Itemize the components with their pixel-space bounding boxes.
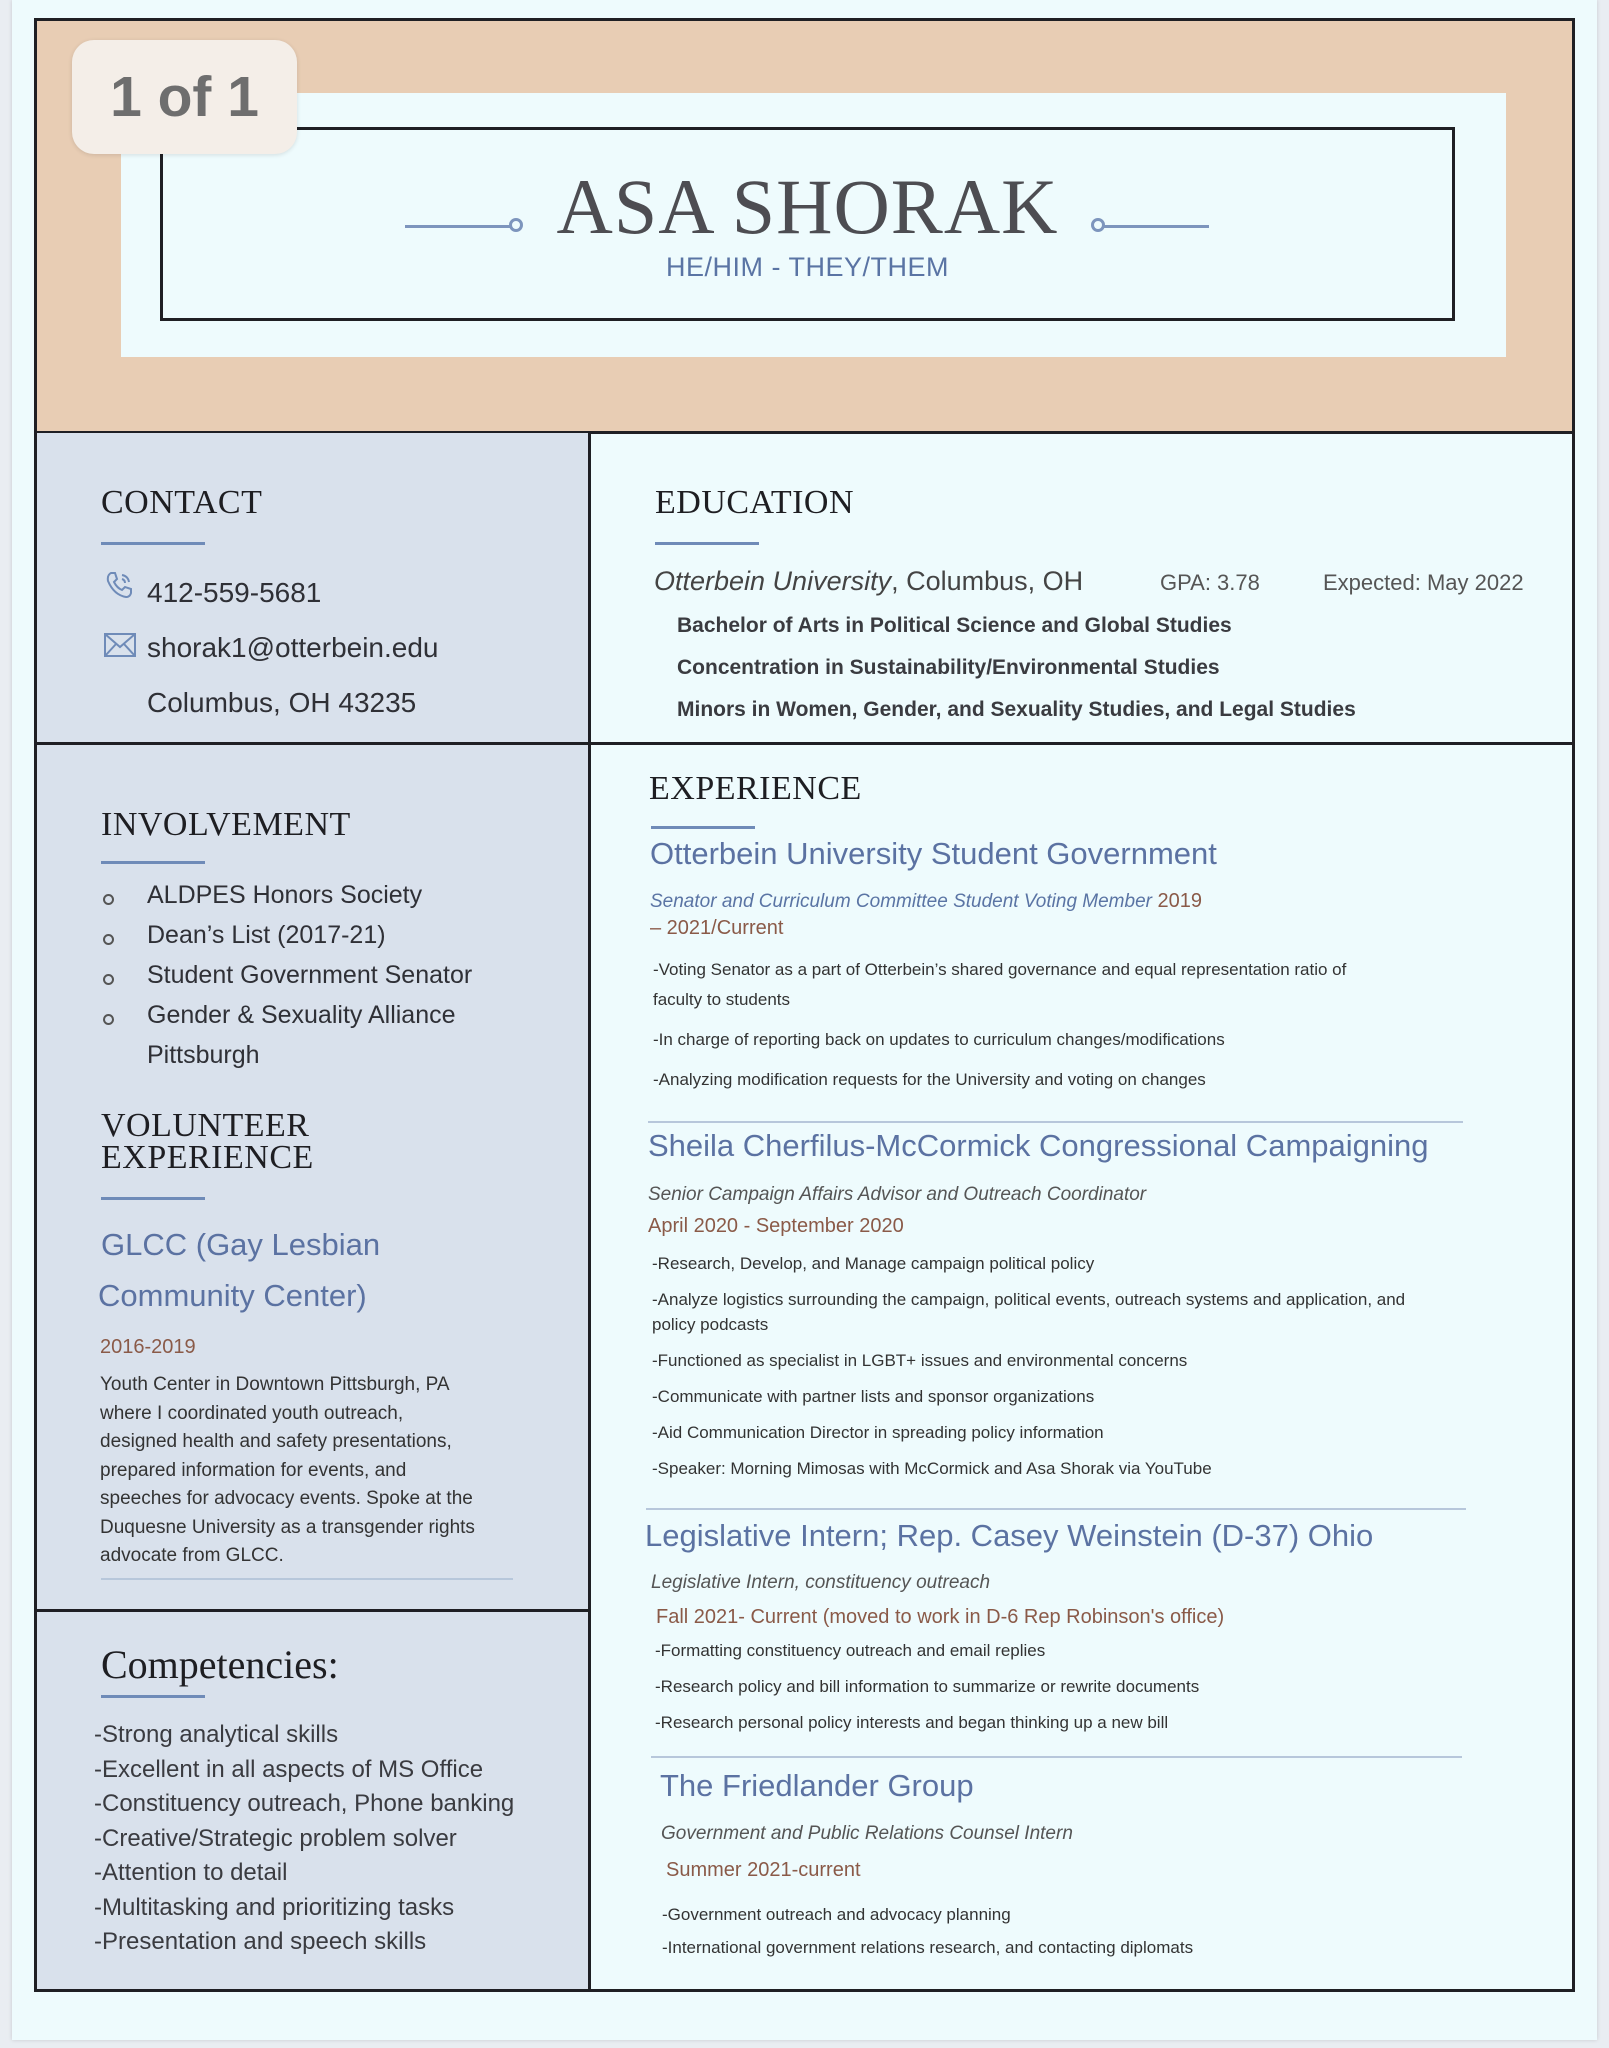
job-role: Legislative Intern, constituency outreach: [651, 1572, 991, 1593]
competency-item: -Attention to detail: [94, 1859, 288, 1886]
job-separator: [651, 1756, 1462, 1758]
education-underline: [655, 542, 759, 545]
column-divider: [588, 433, 591, 1989]
competency-item: -Excellent in all aspects of MS Office: [94, 1756, 484, 1783]
volunteer-desc-line: prepared information for events, and: [100, 1459, 407, 1481]
involvement-item: Dean’s List (2017-21): [147, 921, 386, 949]
involvement-item: Gender & Sexuality Alliance: [147, 1001, 456, 1029]
job-bullet: -Research, Develop, and Manage campaign political policy: [652, 1254, 1095, 1273]
education-school-line: [654, 566, 1083, 597]
contact-location: Columbus, OH 43235: [147, 687, 417, 718]
job-date: Summer 2021-current: [666, 1859, 861, 1881]
email-icon: [103, 632, 137, 658]
job-role: Government and Public Relations Counsel Intern: [661, 1823, 1073, 1844]
volunteer-separator: [101, 1578, 513, 1580]
degree: Bachelor of Arts in Political Science and Global Studies: [677, 614, 1232, 637]
volunteer-org-line2: Community Center): [98, 1278, 367, 1313]
competency-item: -Multitasking and prioritizing tasks: [94, 1894, 455, 1921]
job-bullet: -Communicate with partner lists and sponsor organizations: [652, 1387, 1095, 1406]
job-bullet: -Formatting constituency outreach and email replies: [655, 1641, 1046, 1660]
job-role-line: [650, 890, 1202, 913]
involvement-bullet: [103, 974, 114, 985]
volunteer-desc-line: designed health and safety presentations,: [100, 1431, 452, 1452]
volunteer-desc-line: Duquesne University as a transgender rights: [100, 1516, 475, 1538]
competency-item: -Presentation and speech skills: [94, 1928, 427, 1955]
competency-item: -Strong analytical skills: [94, 1721, 339, 1748]
gpa: GPA: 3.78: [1160, 570, 1260, 595]
job-bullet: -Research personal policy interests and began thinking up a new bill: [655, 1713, 1169, 1732]
experience-underline: [651, 826, 755, 829]
job-bullet: -Voting Senator as a part of Otterbein’s shared governance and equal representation ratio of: [653, 960, 1347, 979]
job-bullet: -Aid Communication Director in spreading policy information: [652, 1423, 1104, 1442]
job-bullet-continued: faculty to students: [653, 990, 791, 1009]
school-city: , Columbus, OH: [891, 566, 1084, 596]
involvement-bullet: [103, 934, 114, 945]
competencies-underline: [101, 1695, 205, 1698]
volunteer-desc-line: Youth Center in Downtown Pittsburgh, PA: [100, 1374, 450, 1395]
contact-title: CONTACT: [101, 484, 263, 521]
job-role: Senator and Curriculum Committee Student Voting Member: [650, 891, 1152, 912]
volunteer-underline: [101, 1197, 205, 1200]
contact-underline: [101, 542, 205, 545]
involvement-underline: [101, 861, 205, 864]
involvement-bullet: [103, 894, 114, 905]
job-date-end: – 2021/Current: [650, 917, 784, 939]
row-divider-2: [37, 1609, 588, 1612]
job-date: Fall 2021- Current (moved to work in D-6 Rep Robinson's office): [656, 1606, 1225, 1628]
involvement-item: ALDPES Honors Society: [147, 881, 423, 909]
job-separator: [646, 1508, 1466, 1510]
job-bullet: -Analyze logistics surrounding the campaign, political events, outreach systems and application, and: [652, 1290, 1406, 1309]
job-bullet: -Functioned as specialist in LGBT+ issues and environmental concerns: [652, 1351, 1188, 1370]
minors: Minors in Women, Gender, and Sexuality Studies, and Legal Studies: [677, 698, 1356, 721]
volunteer-desc-line: where I coordinated youth outreach,: [100, 1402, 404, 1424]
competency-item: -Constituency outreach, Phone banking: [94, 1790, 515, 1817]
contact-email[interactable]: shorak1@otterbein.edu: [147, 632, 439, 663]
phone-icon: [104, 570, 134, 600]
job-bullet: -Speaker: Morning Mimosas with McCormick and Asa Shorak via YouTube: [652, 1459, 1212, 1478]
job-bullet-continued: policy podcasts: [652, 1315, 769, 1334]
volunteer-org-line1: GLCC (Gay Lesbian: [101, 1227, 381, 1262]
volunteer-description: [100, 1371, 580, 1571]
job-separator: [648, 1121, 1463, 1123]
job-bullet: -Research policy and bill information to summarize or rewrite documents: [655, 1677, 1200, 1696]
job-bullet: -In charge of reporting back on updates to curriculum changes/modifications: [653, 1030, 1225, 1049]
job-org: Otterbein University Student Government: [650, 836, 1217, 871]
education-title: EDUCATION: [655, 484, 855, 521]
row-divider-1: [37, 742, 1572, 745]
volunteer-desc-line: advocate from GLCC.: [100, 1545, 284, 1566]
volunteer-title-line2: EXPERIENCE: [101, 1139, 314, 1176]
volunteer-dates: 2016-2019: [100, 1336, 196, 1358]
school-name: Otterbein University: [654, 566, 892, 596]
volunteer-title: [101, 1107, 314, 1176]
job-org: Legislative Intern; Rep. Casey Weinstein (D-37) Ohio: [645, 1518, 1374, 1553]
job-org: Sheila Cherfilus-McCormick Congressional Campaigning: [648, 1128, 1429, 1163]
expected-graduation: Expected: May 2022: [1323, 570, 1524, 595]
pronouns: HE/HIM - THEY/THEM: [665, 252, 949, 282]
page-indicator: 1 of 1: [72, 40, 297, 154]
involvement-item-continued: Pittsburgh: [147, 1041, 260, 1069]
experience-title: EXPERIENCE: [649, 770, 862, 807]
volunteer-desc-line: speeches for advocacy events. Spoke at the: [100, 1488, 473, 1509]
concentration: Concentration in Sustainability/Environmental Studies: [677, 656, 1220, 679]
candidate-name: ASA SHORAK: [556, 163, 1059, 250]
job-role: Senior Campaign Affairs Advisor and Outreach Coordinator: [648, 1184, 1147, 1205]
job-date: April 2020 - September 2020: [648, 1215, 904, 1237]
job-bullet: -Analyzing modification requests for the University and voting on changes: [653, 1070, 1206, 1089]
job-bullet: -International government relations research, and contacting diplomats: [662, 1938, 1194, 1957]
involvement-item: Student Government Senator: [147, 961, 473, 989]
volunteer-title-line1: VOLUNTEER: [101, 1107, 310, 1144]
involvement-title: INVOLVEMENT: [101, 806, 351, 843]
job-org: The Friedlander Group: [660, 1768, 974, 1803]
job-bullet: -Government outreach and advocacy planning: [662, 1905, 1011, 1924]
competency-item: -Creative/Strategic problem solver: [94, 1825, 457, 1852]
competencies-title: Competencies:: [101, 1642, 339, 1687]
involvement-bullet: [103, 1014, 114, 1025]
contact-phone: 412-559-5681: [147, 577, 322, 608]
job-date-start: 2019: [1151, 890, 1203, 912]
